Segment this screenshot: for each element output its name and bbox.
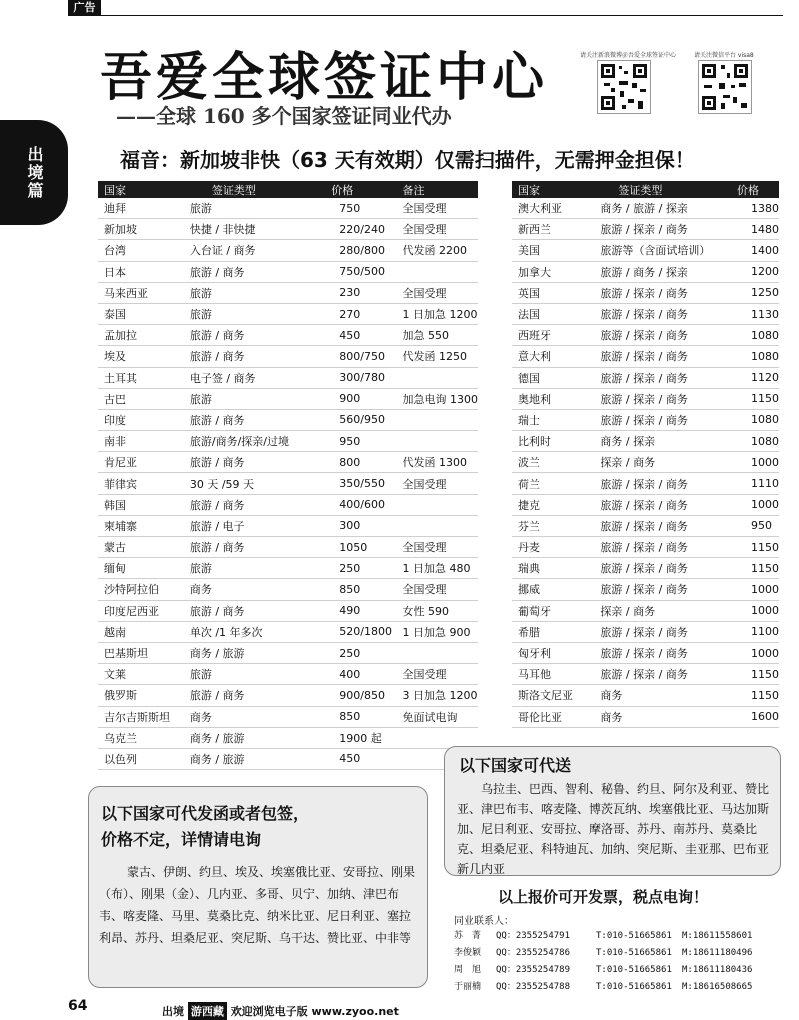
cell-visa-type: 旅游 / 探亲 / 商务: [588, 303, 731, 324]
cell-visa-type: 旅游 / 探亲 / 商务: [588, 494, 731, 515]
table-row: [512, 409, 779, 430]
cell-country: 埃及: [98, 346, 182, 367]
cell-remark: [397, 409, 479, 430]
cell-visa-type: 商务 / 旅游 / 探亲: [588, 198, 731, 219]
cell-visa-type: 商务 / 旅游: [182, 642, 325, 663]
cell-price: 1380: [731, 198, 779, 219]
contacts-list: [454, 928, 772, 996]
table-header-row: [512, 181, 779, 198]
cell-visa-type: 商务: [588, 706, 731, 727]
page-number: 64: [68, 998, 88, 1014]
cell-country: 挪威: [512, 579, 588, 600]
cell-price: 1200: [731, 261, 779, 282]
table-row: [98, 473, 478, 494]
cell-price: 1150: [731, 685, 779, 706]
table-row: [512, 537, 779, 558]
cell-price: 800/750: [325, 346, 396, 367]
col-remark: 备注: [397, 181, 479, 198]
invitation-countries-box: [88, 786, 428, 988]
cell-country: 日本: [98, 261, 182, 282]
cell-visa-type: 旅游 / 探亲 / 商务: [588, 219, 731, 240]
cell-country: 印度: [98, 409, 182, 430]
table-row: [512, 367, 779, 388]
cell-visa-type: 商务 / 探亲: [588, 431, 731, 452]
cell-remark: 全国受理: [397, 664, 479, 685]
contact-qq: QQ：2355254791: [496, 931, 571, 941]
contact-mobile: M:18611558601: [682, 931, 753, 941]
table-row: [512, 579, 779, 600]
table-row: [512, 664, 779, 685]
cell-remark: 加急 550: [397, 325, 479, 346]
cell-price: 950: [325, 431, 396, 452]
contact-tel: T:010-51665861: [596, 982, 672, 992]
table-header-row: [98, 181, 478, 198]
cell-price: 950: [731, 515, 779, 536]
cell-country: 比利时: [512, 431, 588, 452]
cell-country: 加拿大: [512, 261, 588, 282]
cell-remark: 1 日加急 480: [397, 558, 479, 579]
cell-price: 1080: [731, 325, 779, 346]
cell-price: 250: [325, 642, 396, 663]
cell-visa-type: 商务: [182, 706, 325, 727]
cell-visa-type: 30 天 /59 天: [182, 473, 325, 494]
cell-visa-type: 旅游 / 探亲 / 商务: [588, 664, 731, 685]
cell-price: 300/780: [325, 367, 396, 388]
cell-price: 1150: [731, 664, 779, 685]
cell-visa-type: 旅游 / 探亲 / 商务: [588, 515, 731, 536]
cell-country: 澳大利亚: [512, 198, 588, 219]
cell-remark: [397, 642, 479, 663]
cell-country: 沙特阿拉伯: [98, 579, 182, 600]
cell-remark: 全国受理: [397, 219, 479, 240]
cell-price: 560/950: [325, 409, 396, 430]
contact-tel: T:010-51665861: [596, 948, 672, 958]
table-row: [98, 303, 478, 324]
cell-country: 芬兰: [512, 515, 588, 536]
cell-remark: [397, 261, 479, 282]
page-title: 吾爱全球签证中心: [100, 47, 549, 108]
cell-country: 印度尼西亚: [98, 600, 182, 621]
table-row: [98, 537, 478, 558]
contact-name: 苏 菁: [454, 931, 482, 941]
cell-visa-type: 旅游 / 探亲 / 商务: [588, 346, 731, 367]
cell-visa-type: 商务: [588, 685, 731, 706]
cell-price: 900/850: [325, 685, 396, 706]
cell-country: 新加坡: [98, 219, 182, 240]
cell-visa-type: 旅游 / 商务: [182, 409, 325, 430]
cell-country: 新西兰: [512, 219, 588, 240]
cell-remark: [397, 367, 479, 388]
cell-visa-type: 旅游 / 探亲 / 商务: [588, 642, 731, 663]
cell-visa-type: 旅游: [182, 558, 325, 579]
cell-country: 希腊: [512, 621, 588, 642]
cell-visa-type: 探亲 / 商务: [588, 600, 731, 621]
table-row: [512, 303, 779, 324]
cell-remark: 加急电询 1300: [397, 388, 479, 409]
table-row: [98, 346, 478, 367]
cell-price: 1120: [731, 367, 779, 388]
cell-price: 400/600: [325, 494, 396, 515]
cell-visa-type: 入台证 / 商务: [182, 240, 325, 261]
cell-country: 土耳其: [98, 367, 182, 388]
cell-country: 西班牙: [512, 325, 588, 346]
cell-remark: [397, 431, 479, 452]
delivery-box-title: 以下国家可代送: [459, 756, 572, 775]
cell-country: 文莱: [98, 664, 182, 685]
cell-visa-type: 旅游 / 商务: [182, 600, 325, 621]
qr-code-wechat: [698, 60, 752, 114]
col-visa-type: 签证类型: [588, 181, 731, 198]
footer-text: 欢迎浏览电子版 www.zyoo.net: [230, 1005, 399, 1018]
cell-visa-type: 旅游 / 探亲 / 商务: [588, 537, 731, 558]
cell-visa-type: 单次 /1 年多次: [182, 621, 325, 642]
table-row: [512, 642, 779, 663]
page-subtitle: ——全球 160 多个国家签证同业代办: [116, 104, 452, 128]
footer-section: 出境: [162, 1005, 184, 1018]
section-side-tab: 出境篇: [0, 120, 68, 225]
cell-country: 台湾: [98, 240, 182, 261]
cell-price: 1110: [731, 473, 779, 494]
cell-country: 迪拜: [98, 198, 182, 219]
cell-price: 750/500: [325, 261, 396, 282]
cell-price: 520/1800: [325, 621, 396, 642]
cell-price: 1080: [731, 431, 779, 452]
cell-country: 波兰: [512, 452, 588, 473]
cell-country: 法国: [512, 303, 588, 324]
cell-visa-type: 旅游: [182, 664, 325, 685]
cell-country: 柬埔寨: [98, 515, 182, 536]
table-row: [512, 706, 779, 727]
cell-price: 450: [325, 325, 396, 346]
cell-country: 肯尼亚: [98, 452, 182, 473]
table-row: [98, 664, 478, 685]
col-visa-type: 签证类型: [182, 181, 325, 198]
contact-qq: QQ：2355254788: [496, 982, 571, 992]
cell-price: 1400: [731, 240, 779, 261]
cell-country: 菲律宾: [98, 473, 182, 494]
cell-country: 荷兰: [512, 473, 588, 494]
cell-visa-type: 探亲 / 商务: [588, 452, 731, 473]
cell-country: 乌克兰: [98, 727, 182, 748]
cell-price: 1050: [325, 537, 396, 558]
table-row: [98, 579, 478, 600]
cell-visa-type: 旅游等（含面试培训）: [588, 240, 731, 261]
cell-remark: 女性 590: [397, 600, 479, 621]
cell-visa-type: 旅游/商务/探亲/过境: [182, 431, 325, 452]
cell-remark: 1 日加急 1200: [397, 303, 479, 324]
cell-country: 孟加拉: [98, 325, 182, 346]
cell-visa-type: 旅游: [182, 198, 325, 219]
cell-price: 1250: [731, 282, 779, 303]
table-row: [98, 219, 478, 240]
cell-price: 1150: [731, 388, 779, 409]
cell-price: 490: [325, 600, 396, 621]
table-row: [512, 473, 779, 494]
cell-country: 俄罗斯: [98, 685, 182, 706]
cell-country: 瑞士: [512, 409, 588, 430]
table-row: [512, 515, 779, 536]
contact-tel: T:010-51665861: [596, 931, 672, 941]
table-row: [98, 388, 478, 409]
cell-country: 意大利: [512, 346, 588, 367]
cell-visa-type: 旅游 / 探亲 / 商务: [588, 409, 731, 430]
cell-remark: 全国受理: [397, 282, 479, 303]
ad-label: 广告: [68, 0, 101, 16]
cell-price: 1080: [731, 346, 779, 367]
table-row: [98, 325, 478, 346]
table-row: [98, 431, 478, 452]
invitation-box-title-2: 价格不定，详情请电询: [101, 830, 262, 849]
cell-price: 900: [325, 388, 396, 409]
cell-remark: 代发函 2200: [397, 240, 479, 261]
table-row: [98, 282, 478, 303]
cell-country: 美国: [512, 240, 588, 261]
cell-visa-type: 旅游: [182, 282, 325, 303]
cell-visa-type: 旅游 / 探亲 / 商务: [588, 282, 731, 303]
table-row: [512, 219, 779, 240]
cell-visa-type: 旅游 / 商务: [182, 261, 325, 282]
table-row: [98, 642, 478, 663]
contact-name: 周 旭: [454, 965, 482, 975]
col-price: 价格: [325, 181, 396, 198]
table-row: [98, 685, 478, 706]
cell-price: 1600: [731, 706, 779, 727]
invitation-box-text: 蒙古、伊朗、约旦、埃及、埃塞俄比亚、安哥拉、刚果（布）、刚果（金）、几内亚、多哥、贝宁、加纳、津巴布韦、喀麦隆、马里、莫桑比克、纳米比亚、尼日利亚、塞拉利昂、苏丹、坦桑尼亚、突尼斯、乌干达、赞比亚、中非等: [99, 865, 416, 945]
cell-country: 瑞典: [512, 558, 588, 579]
table-row: [98, 494, 478, 515]
visa-price-table-left: [98, 181, 478, 770]
cell-price: 1900 起: [325, 727, 396, 748]
table-row: [512, 198, 779, 219]
table-row: [512, 685, 779, 706]
cell-price: 1080: [731, 409, 779, 430]
table-row: [98, 621, 478, 642]
footer: [162, 1002, 399, 1020]
table-row: [512, 346, 779, 367]
cell-visa-type: 商务: [182, 579, 325, 600]
col-price: 价格: [731, 181, 779, 198]
contact-qq: QQ：2355254786: [496, 948, 571, 958]
cell-price: 270: [325, 303, 396, 324]
visa-price-table-right: [512, 181, 779, 728]
cell-country: 匈牙利: [512, 642, 588, 663]
contact-name: 于丽楠: [454, 982, 482, 992]
cell-price: 220/240: [325, 219, 396, 240]
cell-visa-type: 旅游 / 电子: [182, 515, 325, 536]
table-row: [98, 515, 478, 536]
cell-country: 以色列: [98, 748, 182, 769]
table-row: [98, 367, 478, 388]
cell-remark: 全国受理: [397, 537, 479, 558]
cell-visa-type: 旅游 / 商务: [182, 537, 325, 558]
cell-visa-type: 旅游 / 探亲 / 商务: [588, 558, 731, 579]
cell-visa-type: 商务 / 旅游: [182, 727, 325, 748]
contact-mobile: M:18611180436: [682, 965, 753, 975]
table-row: [98, 706, 478, 727]
cell-country: 古巴: [98, 388, 182, 409]
invitation-box-title-1: 以下国家可代发函或者包签，: [101, 804, 310, 823]
cell-visa-type: 旅游 / 商务: [182, 325, 325, 346]
cell-price: 1100: [731, 621, 779, 642]
cell-price: 1000: [731, 452, 779, 473]
cell-price: 450: [325, 748, 396, 769]
col-country: 国家: [98, 181, 182, 198]
cell-visa-type: 旅游 / 商务: [182, 685, 325, 706]
cell-country: 英国: [512, 282, 588, 303]
table-row: [98, 452, 478, 473]
table-row: [512, 240, 779, 261]
table-row: [512, 388, 779, 409]
cell-visa-type: 旅游 / 探亲 / 商务: [588, 388, 731, 409]
cell-country: 丹麦: [512, 537, 588, 558]
qr-code-weibo: [597, 60, 651, 114]
cell-remark: 代发函 1300: [397, 452, 479, 473]
cell-remark: 全国受理: [397, 473, 479, 494]
qr-caption-weibo: 请关注新浪微博＠吾爱全球签证中心: [580, 52, 677, 59]
cell-visa-type: 旅游 / 商务: [182, 452, 325, 473]
contact-mobile: M:18616508665: [682, 982, 753, 992]
cell-country: 哥伦比亚: [512, 706, 588, 727]
contact-qq: QQ：2355254789: [496, 965, 571, 975]
cell-country: 斯洛文尼亚: [512, 685, 588, 706]
cell-visa-type: 旅游 / 商务: [182, 346, 325, 367]
cell-price: 1000: [731, 579, 779, 600]
contact-name: 李俊颖: [454, 948, 482, 958]
cell-remark: 全国受理: [397, 579, 479, 600]
table-row: [512, 282, 779, 303]
cell-visa-type: 旅游 / 探亲 / 商务: [588, 579, 731, 600]
contact-row: [454, 945, 772, 962]
table-row: [98, 600, 478, 621]
cell-remark: 全国受理: [397, 198, 479, 219]
table-row: [512, 600, 779, 621]
cell-country: 捷克: [512, 494, 588, 515]
cell-price: 1000: [731, 494, 779, 515]
cell-remark: 免面试电询: [397, 706, 479, 727]
cell-remark: 代发函 1250: [397, 346, 479, 367]
cell-price: 800: [325, 452, 396, 473]
table-row: [512, 261, 779, 282]
table-row: [512, 621, 779, 642]
cell-country: 韩国: [98, 494, 182, 515]
cell-visa-type: 商务 / 旅游: [182, 748, 325, 769]
delivery-countries-box: [444, 746, 781, 876]
cell-visa-type: 旅游 / 商务: [182, 494, 325, 515]
contact-row: [454, 962, 772, 979]
cell-visa-type: 快捷 / 非快捷: [182, 219, 325, 240]
contact-mobile: M:18611180496: [682, 948, 753, 958]
cell-remark: [397, 494, 479, 515]
qr-caption-wechat: 请关注微信平台 visa8: [694, 52, 754, 59]
table-row: [98, 409, 478, 430]
table-row: [98, 240, 478, 261]
table-row: [98, 727, 478, 748]
cell-price: 850: [325, 706, 396, 727]
cell-price: 250: [325, 558, 396, 579]
cell-visa-type: 电子签 / 商务: [182, 367, 325, 388]
invoice-note: 以上报价可开发票，税点电询！: [498, 888, 709, 906]
cell-visa-type: 旅游: [182, 388, 325, 409]
cell-price: 400: [325, 664, 396, 685]
cell-price: 1150: [731, 558, 779, 579]
cell-country: 马耳他: [512, 664, 588, 685]
cell-visa-type: 旅游 / 探亲 / 商务: [588, 367, 731, 388]
cell-price: 850: [325, 579, 396, 600]
cell-visa-type: 旅游: [182, 303, 325, 324]
table-row: [512, 494, 779, 515]
contact-tel: T:010-51665861: [596, 965, 672, 975]
cell-visa-type: 旅游 / 探亲 / 商务: [588, 473, 731, 494]
cell-visa-type: 旅游 / 探亲 / 商务: [588, 325, 731, 346]
table-row: [98, 748, 478, 769]
cell-remark: 1 日加急 900: [397, 621, 479, 642]
cell-price: 230: [325, 282, 396, 303]
cell-country: 南非: [98, 431, 182, 452]
cell-country: 泰国: [98, 303, 182, 324]
col-country: 国家: [512, 181, 588, 198]
cell-country: 葡萄牙: [512, 600, 588, 621]
cell-price: 1480: [731, 219, 779, 240]
cell-country: 越南: [98, 621, 182, 642]
table-row: [98, 198, 478, 219]
cell-visa-type: 旅游 / 商务 / 探亲: [588, 261, 731, 282]
cell-price: 1130: [731, 303, 779, 324]
cell-remark: 3 日加急 1200: [397, 685, 479, 706]
cell-country: 奥地利: [512, 388, 588, 409]
cell-country: 巴基斯坦: [98, 642, 182, 663]
promo-headline: 福音：新加坡非快（63 天有效期）仅需扫描件，无需押金担保！: [120, 148, 695, 172]
table-row: [98, 261, 478, 282]
cell-country: 德国: [512, 367, 588, 388]
contact-row: [454, 979, 772, 996]
cell-country: 马来西亚: [98, 282, 182, 303]
cell-remark: [397, 515, 479, 536]
table-row: [512, 558, 779, 579]
cell-price: 1150: [731, 537, 779, 558]
cell-price: 300: [325, 515, 396, 536]
header-divider: [68, 15, 783, 16]
cell-country: 蒙古: [98, 537, 182, 558]
cell-price: 350/550: [325, 473, 396, 494]
footer-stamp: 游西藏: [188, 1002, 227, 1020]
contacts-label: 同业联系人：: [454, 916, 514, 927]
cell-price: 1000: [731, 642, 779, 663]
cell-country: 吉尔吉斯斯坦: [98, 706, 182, 727]
table-row: [512, 325, 779, 346]
table-row: [98, 558, 478, 579]
cell-country: 缅甸: [98, 558, 182, 579]
cell-price: 1000: [731, 600, 779, 621]
delivery-box-text: 乌拉圭、巴西、智利、秘鲁、约旦、阿尔及利亚、赞比亚、津巴布韦、喀麦隆、博茨瓦纳、埃塞俄比亚、马达加斯加、尼日利亚、安哥拉、摩洛哥、苏丹、南苏丹、莫桑比克、坦桑尼亚、科特迪瓦、加纳、突尼斯、圭亚那、巴布亚新几内亚: [457, 782, 770, 876]
table-row: [512, 431, 779, 452]
cell-visa-type: 旅游 / 探亲 / 商务: [588, 621, 731, 642]
contact-row: [454, 928, 772, 945]
cell-price: 750: [325, 198, 396, 219]
cell-price: 280/800: [325, 240, 396, 261]
table-row: [512, 452, 779, 473]
